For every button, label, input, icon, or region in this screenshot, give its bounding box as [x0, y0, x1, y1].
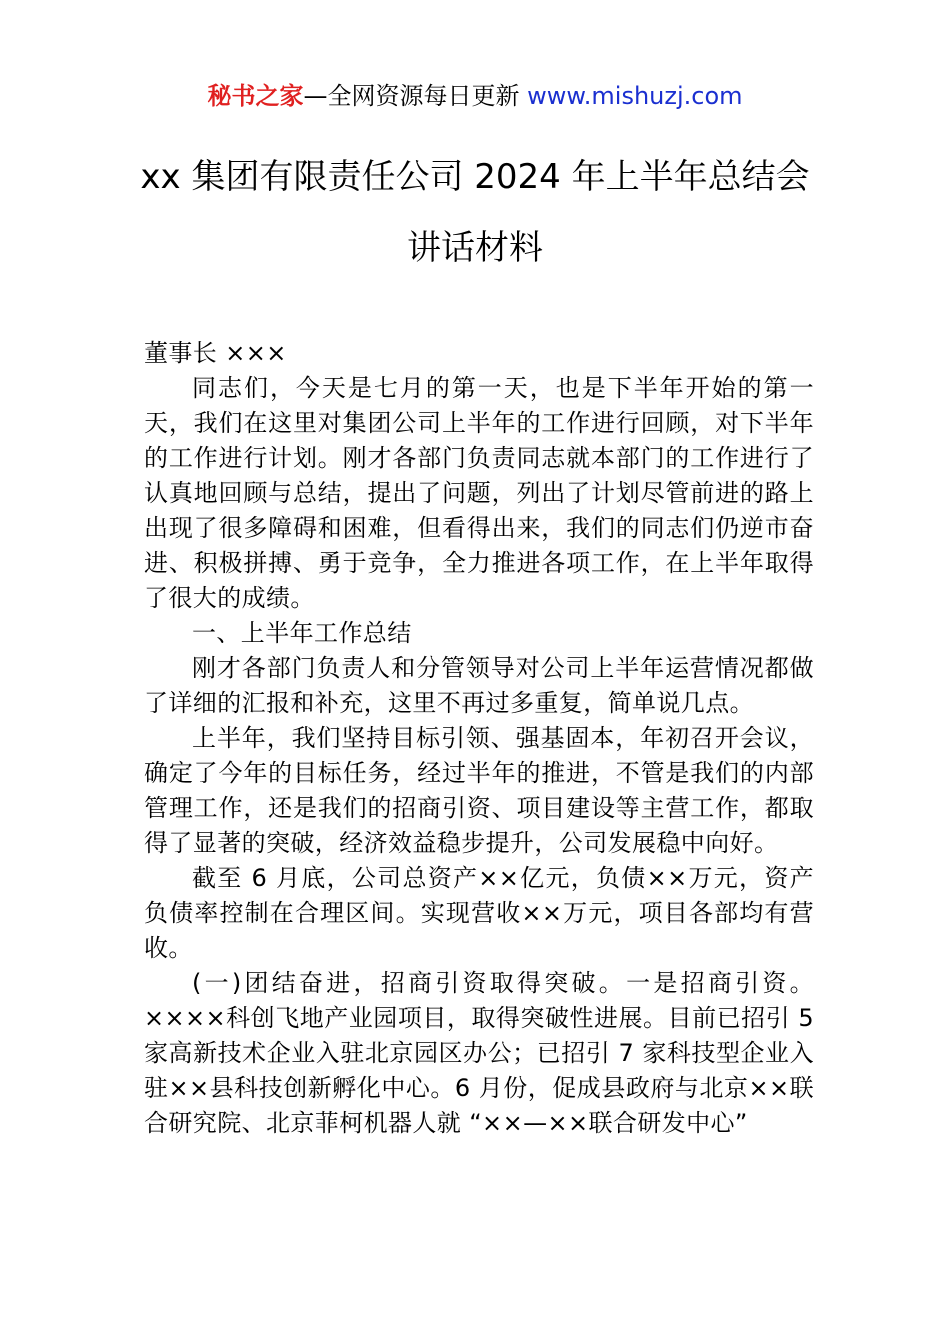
paragraph-opening: 同志们，今天是七月的第一天，也是下半年开始的第一天，我们在这里对集团公司上半年的工作进行回顾，对下半年的工作进行计划。刚才各部门负责同志就本部门的工作进行了认真地回顾与总结，提出了问题，列出了计划尽管前进的路上出现了很多障碍和困难，但看得出来，我们的同志们仍逆市奋进、积极拼搏、勇于竞争，全力推进各项工作，在上半年取得了很大的成绩。	[144, 374, 814, 612]
paragraph: 刚才各部门负责人和分管领导对公司上半年运营情况都做了详细的汇报和补充，这里不再过多重复，简单说几点。	[144, 654, 814, 717]
site-url-link[interactable]: www.mishuzj.com	[527, 82, 743, 110]
section-heading: 一、上半年工作总结	[192, 619, 412, 647]
site-banner	[0, 80, 950, 112]
document-body	[144, 336, 814, 1141]
speaker-line: 董事长 ×××	[144, 339, 287, 367]
paragraph: 截至 6 月底，公司总资产××亿元，负债××万元，资产负债率控制在合理区间。实现营收××万元，项目各部均有营收。	[144, 864, 814, 962]
banner-tagline: —全网资源每日更新	[303, 82, 520, 110]
document-title-line-1: xx 集团有限责任公司 2024 年上半年总结会	[140, 157, 810, 197]
paragraph: 上半年，我们坚持目标引领、强基固本，年初召开会议，确定了今年的目标任务，经过半年的推进，不管是我们的内部管理工作，还是我们的招商引资、项目建设等主营工作，都取得了显著的突破，经济效益稳步提升，公司发展稳中向好。	[144, 724, 814, 857]
brand-name: 秘书之家	[207, 82, 304, 110]
document-title-line-2: 讲话材料	[407, 228, 543, 268]
paragraph: (一)团结奋进，招商引资取得突破。一是招商引资。××××科创飞地产业园项目，取得突破性进展。目前已招引 5 家高新技术企业入驻北京园区办公；已招引 7 家科技型企业入驻××县科技创新孵化中心。6 月份，促成县政府与北京××联合研究院、北京菲柯机器人就 “××—××联合研发中心”	[144, 969, 814, 1137]
